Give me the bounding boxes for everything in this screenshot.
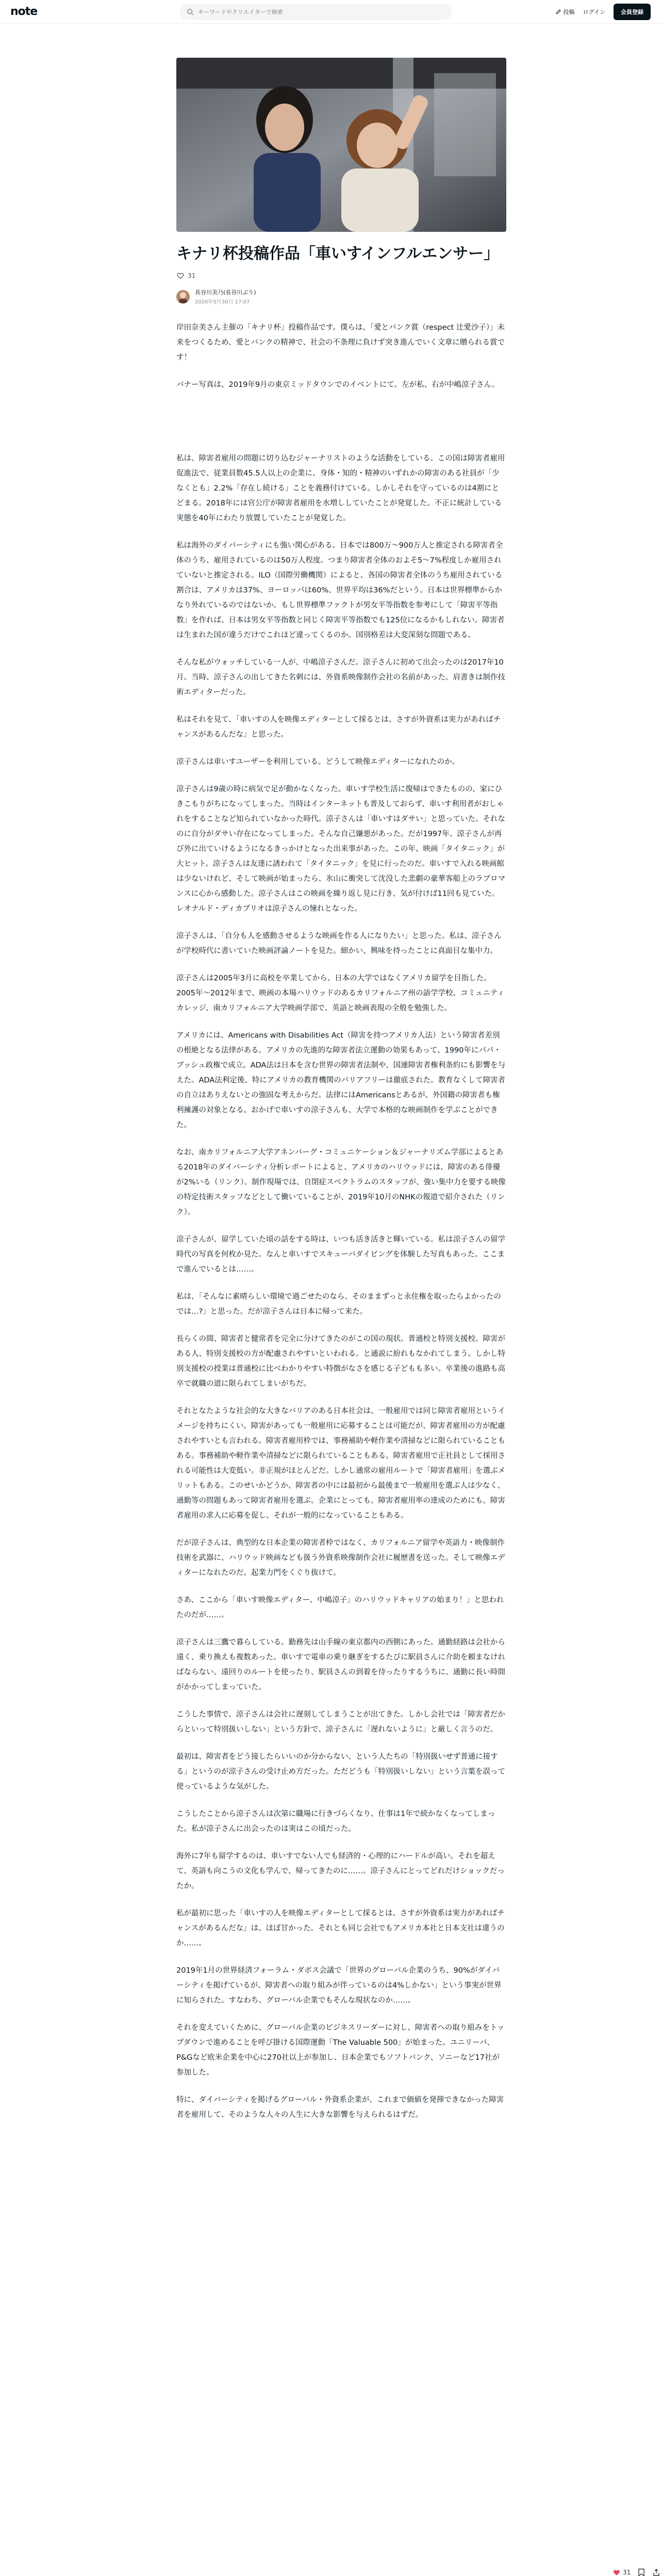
spacer [176,405,506,451]
article-title: キナリ杯投稿作品「車いすインフルエンサー」 [176,245,500,263]
pen-icon [555,9,561,15]
paragraph: 私はそれを見て、「車いすの人を映像エディターとして採るとは、さすが外資系は実力があればチャンスがあるんだな」と思った。 [176,716,501,739]
paragraph: 涼子さんは三鷹で暮らしている。勤務先は山手線の東京都内の西側にあった。通勤経路は会社から遠く、乗り換えも複数あった。車いすで電車の乗り継ぎをするたびに駅員さんに介助を頼まなければならない。遠回りのルートを使ったり、駅員さんの到着を待ったりするうちに、通勤に長い時間がかかってしまっていた。 [176,1638,505,1691]
heart-icon[interactable] [176,272,185,280]
paragraph: 特に、ダイバーシティを掲げるグローバル・外資系企業が、これまで価値を発揮できなかった障害者を雇用して、そのような人々の人生に大きな影響を与えられるはずだ。 [176,2096,504,2119]
paragraph: なお、南カリフォルニア大学アネンバーグ・コミュニケーション＆ジャーナリズム学部によるとある2018年のダイバーシティ分析レポートによると、アメリカのハリウッドには、障害のある俳優が2%いる（リンク）。制作現場では、自閉症スペクトラムのスタッフが、強い集中力を要する映像の特定技術スタッフなどとして働いていることが、2019年10月のNHKの報道で紹介された（リンク）。 [176,1148,506,1216]
header-actions [555,4,651,20]
paragraph: それとなたような社会的な大きなバリアのある日本社会は、一般雇用では同じ障害者雇用というイメージを持ちにくい。障害があっても一般雇用に応募することは可能だが、障害者雇用の方が配慮されやすいとも言われる。障害者雇用枠では、事務補助や軽作業や清掃などに限られていることもある。事務補助や軽作業や清掃などに限られていることもある。障害者雇用で正社員として採用される可能性は大変低い。非正規がほとんどだ。しかし通常の雇用ルートで「障害者雇用」を選ぶメリットもある。このせいかどうか、障害者の中には最初から最後まで一般雇用を選ぶ人は少なく、通勤等の問題もあって障害者雇用を選ぶ。企業にとっても、障害者雇用率の達成のためにも、障害者雇用の求人に応募を促し、それが一般的になっていることもある。 [176,1407,505,1520]
paragraph: 最初は、障害者をどう接したらいいのか分からない、という人たちの「特別扱いせず普通に接する」というのが涼子さんの受け止め方だった。ただどうも「特別扱いしない」という言葉を誤って使っているような気がした。 [176,1753,505,1791]
paragraph: 長らくの間、障害者と健常者を完全に分けてきたのがこの国の現状。普通校と特別支援校。障害がある人、特別支援校の方が配慮されやすいといわれる。と通説に紛れもなかれてしまう。しかし特別支援校の授業は普通校に比べわかりやすい特徴がなさを感じる子どもも多い。卒業後の進路も高卒で就職の道に限られてしまいがちだ。 [176,1335,505,1388]
login-link[interactable]: ログイン [583,9,605,15]
avatar-image [176,290,190,303]
paragraph: それを変えていくために、グローバル企業のビジネスリーダーに対し、障害者への取り組みをトップダウンで進めることを呼び掛ける国際運動「The Valuable 500」が始まった。ユニリーバ、P&Gなど欧米企業を中心に270社以上が参加し、日本企業でもソフトバンク、ソニーなど17社が参加した。 [176,2024,505,2077]
paragraph: アメリカには、Americans with Disabilities Act（障害を持つアメリカ人法）という障害者差別の根絶となる法律がある。アメリカの先進的な障害者法立運動の効果もあって、1990年にパパ・ブッシュ政権で成立。ADA法は日本を含む世界の障害者法制や、国連障害者権利条約にも影響を与えた。ADA法利定後、特にアメリカの教育機関のバリアフリーは徹底された。教育なくして障害者の自立はありえないとの強固な考えからだ。法律にはAmericansとあるが、外国籍の障害者も権利擁護の対象となる。おかげで車いすの涼子さんも、大学で本格的な映画制作を学ぶことができた。 [176,1031,506,1129]
paragraph: 涼子さんは車いすユーザーを利用している。どうして映像エディターになれたのか。 [176,758,460,766]
search-bar[interactable] [179,4,452,20]
heart-filled-icon [613,2568,621,2576]
floating-actions [613,2568,660,2576]
post-link[interactable] [555,8,575,16]
paragraph: 岸田奈美さん主催の「キナリ杯」投稿作品です。僕らは、「愛とバンク賞（respect 辻愛沙子）」未来をつくるため、愛とバンクの精神で、社会の不条理に負けず突き進んでいく文章に贈られる賞です！ [176,324,505,362]
paragraph: 涼子さんは2005年3月に高校を卒業してから、日本の大学ではなくアメリカ留学を目指した。2005年〜2012年まで、映画の本場ハリウッドのあるカリフォルニア州の語学学校、コミュニティカレッジ、南カリフォルニア大学映画学部で、英語と映画表現の全般を勉強した。 [176,974,505,1012]
floating-like-count: 31 [623,2569,631,2576]
paragraph: だが涼子さんは、典型的な日本企業の障害者枠ではなく、カリフォルニア留学や英語力・映像制作技術を武器に、ハリウッド映画なども扱う外資系映像制作会社に履歴書を送った。そして映像エディターになれたのだ。起業力門をくぐり抜けて。 [176,1539,505,1577]
paragraph: こうした事情で、涼子さんは会社に遅刻してしまうことが出てきた。しかし会社では「障害者だからといって特別扱いしない」という方針で、涼子さんに「遅れないように」と厳しく言うのだ。 [176,1710,505,1734]
publish-date: 2020年5月30日 17:07 [195,299,250,305]
post-label: 投稿 [563,9,575,15]
search-icon [187,8,194,15]
like-count[interactable]: 31 [188,272,196,279]
paragraph: さあ、ここから「車いす映像エディター、中嶋涼子」のハリウッドキャリアの始まり！」と思われたのだが……。 [176,1596,504,1619]
hero-image [176,58,506,232]
paragraph: 涼子さんは、「自分も人を感動させるような映画を作る人になりたい」と思った。私は、涼子さんが学校時代に書いていた映画評論ノートを見た。細かい、興味を持ったことに真面目な集中力。 [176,932,502,955]
article-body [176,320,506,2123]
floating-like[interactable] [613,2568,631,2576]
paragraph: 涼子さんが、留学していた頃の話をする時は、いつも活き活きと輝いている。私は涼子さんの留学時代の写真を何枚か見た。なんと車いすでスキューバダイビングを体験した写真もあった。ここまで進んでいるとは……。 [176,1235,505,1274]
note-logo[interactable]: note [10,5,38,18]
site-header [0,0,662,24]
bookmark-icon[interactable] [638,2568,645,2576]
author-info[interactable] [176,288,506,305]
share-icon[interactable] [652,2568,660,2576]
like-area [176,272,506,280]
author-avatar[interactable] [176,290,190,303]
paragraph: 私が最初に思った「車いすの人を映像エディターとして採るとは、さすが外資系は実力があればチャンスがあるんだな」は、ほぼ甘かった。それとも同じ会社でもアメリカ本社と日本支社は違うのか……。 [176,1909,505,1947]
author-name[interactable]: 長谷川美乃(長谷川ぶり) [195,289,256,296]
paragraph: 2019年1月の世界経済フォーラム・ダボス会議で「世界のグローバル企業のうち、90%がダイバーシティを掲げているが、障害者への取り組みが伴っているのは4%しかない」という事実が世界に知らされた。すなわち、グローバル企業でもそんな現状なのか……。 [176,1967,502,2005]
search-input[interactable] [198,9,435,15]
hero-photo [176,58,506,232]
paragraph: こうしたことから涼子さんは次第に職場に行きづらくなり、仕事は1年で続かなくなってしまった。私が涼子さんに出会ったのは実はこの頃だった。 [176,1810,495,1833]
article [176,242,506,2135]
paragraph: バナー写真は、2019年9月の東京ミッドタウンでのイベントにて。左が私、右が中嶋涼子さん。 [176,381,500,389]
paragraph: 私は、障害者雇用の問題に切り込むジャーナリストのような活動をしている。この国は障害者雇用促進法で、従業員数45.5人以上の企業に、身体・知的・精神のいずれかの障害のある社員が「少なくとも」2.2%「存在し続ける」ことを義務付けている。しかしそれを守っているのは4割にとどまる。2018年には官公庁が障害者雇用を水増ししていたことが発覚した。不正に統計している実態を40年にわたり放置していたことが発覚した。 [176,454,505,522]
signup-button[interactable]: 会員登録 [614,4,651,20]
paragraph: 海外に7年も留学するのは、車いすでない人でも経済的・心理的にハードルが高い。それを超えて、英語も向こうの文化も学んで、帰ってきたのに……。涼子さんにとってどれだけショックだったか。 [176,1852,505,1890]
paragraph: 涼子さんは9歳の時に病気で足が動かなくなった。車いす学校生活に復帰はできたものの、家にひきこもりがちになってしまった。当時はインターネットも普及しておらず、車いす利用者がおしゃれをすることなど知られていなかった時代。涼子さんは「車いすはダサい」と思っていた。それなのに自分がダサい存在になってしまった。そんな自己嫌悪があった。だが1997年、涼子さんが再び外に出ていけるようになるきっかけとなった出来事があった。この年、映画「タイタニック」が大ヒット。涼子さんは友達に誘われて「タイタニック」を見に行ったのだ。車いすで入れる映画館は少ないけれど、そして映画が始まったら、氷山に衝突して沈没した悲劇の豪華客船上のラブロマンスに心から感動した。涼子さんはこの映画を繰り返し見に行き、気が付けば11回も見ていた。レオナルド・ディカプリオは涼子さんの憧れとなった。 [176,785,505,913]
paragraph: 私は海外のダイバーシティにも強い関心がある。日本では800万〜900万人と推定される障害者全体のうち、雇用されているのは50万人程度。つまり障害者全体のおよそ5〜7%程度しか雇用されていないと推定される。ILO（国際労働機関）によると、各国の障害者全体のうち雇用されている割合は、アメリカは37%、ヨーロッパは60%、世界平均は36%だという。日本は世界標準からかなり外れているのではないか。もし世界標準ファクトが男女平等指数を参考にして「障害平等指数」を作れば、日本は男女平等指数と同じく障害平等指数でも125位になるかもしれない。障害者は生まれた国が違うだけでこれほど違ってくるのか。国別格差は大変深刻な問題である。 [176,541,505,639]
paragraph: 私は、「そんなに素晴らしい環境で過ごせたのなら、そのままずっと永住権を取ったらよかったのでは…?」と思った。だが涼子さんは日本に帰って来た。 [176,1293,501,1316]
paragraph: そんな私がウォッチしている一人が、中嶋涼子さんだ。涼子さんに初めて出会ったのは2017年10月。当時、涼子さんの出してきた名刺には、外資系映像制作会社の名前があった。肩書きは制作技術エディターだった。 [176,658,505,697]
